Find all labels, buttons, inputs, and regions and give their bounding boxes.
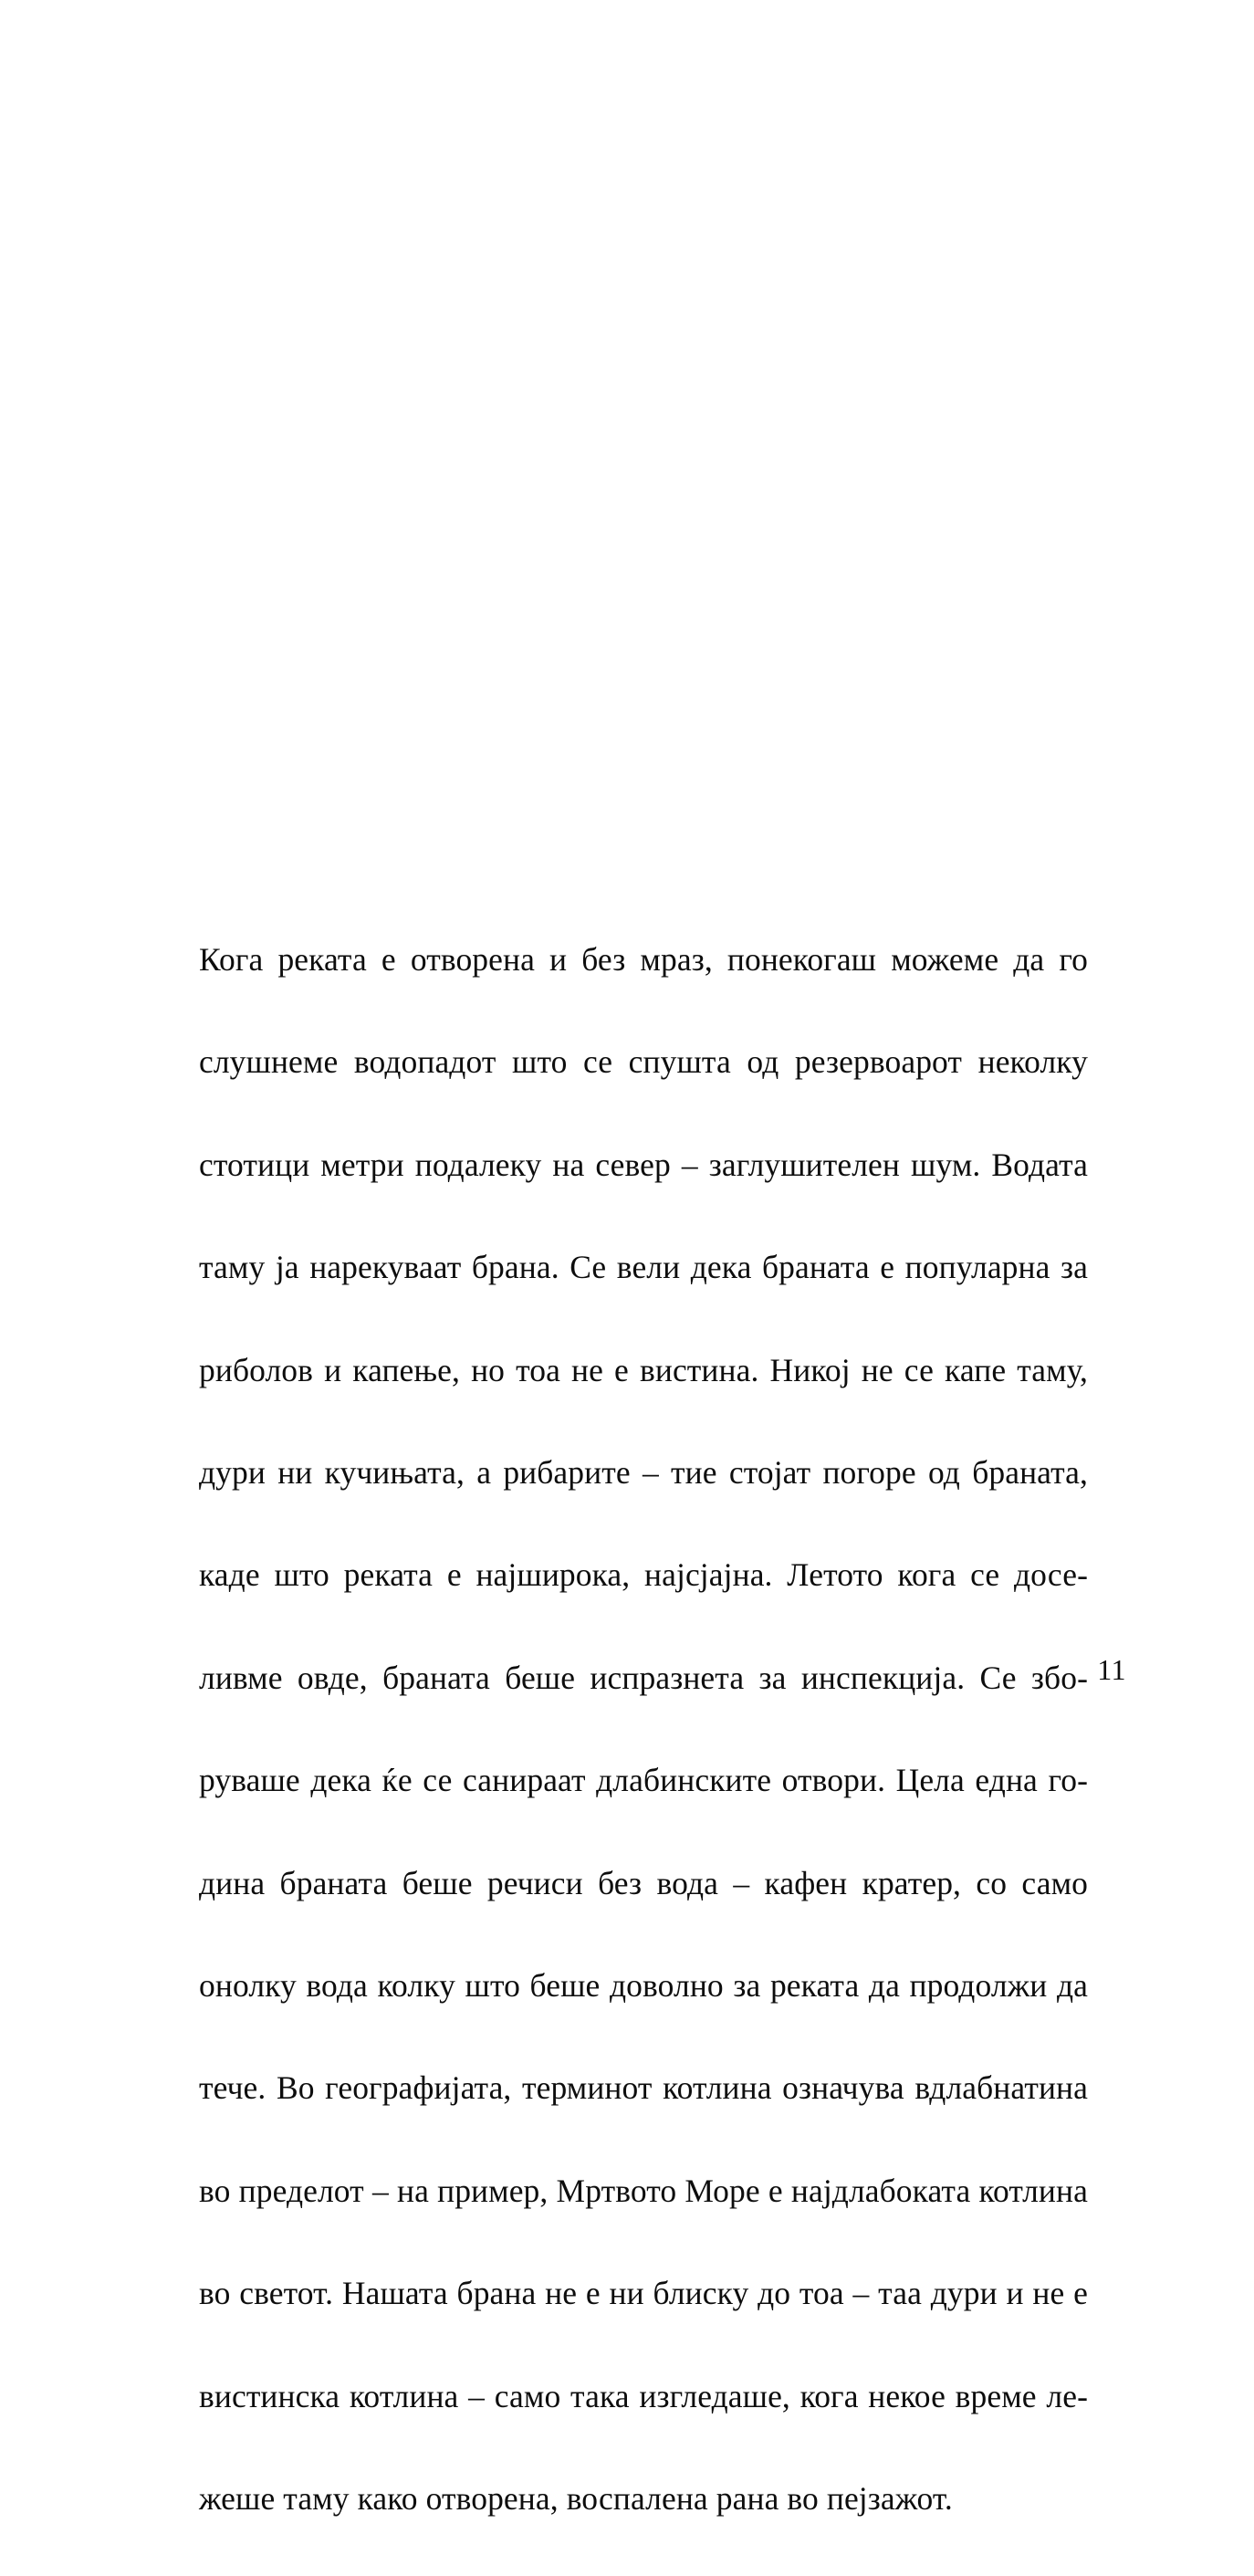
text-line: таму ја нарекуваат брана. Се вели дека браната е популарна за [199,1249,1088,1286]
text-line: Кога реката е отворена и без мраз, понекогаш можеме да го [199,941,1088,978]
text-line: жеше таму како отворена, воспалена рана во пејзажот. [199,2480,953,2518]
text-line: во пределот – на пример, Мртвото Море е најдлабоката котлина [199,2172,1088,2209]
text-line: во светот. Нашата брана не е ни блиску до тоа – таа дури и не е [199,2275,1088,2312]
paragraph [155,934,1088,2576]
text-line: ливме овде, браната беше испразнета за инспекција. Се збо- [199,1659,1088,1696]
body-text-block [155,934,1088,2576]
text-line: каде што реката е најширока, најсјајна. Летото кога се досе- [199,1556,1088,1594]
text-line: вистинска котлина – само така изгледаше, кога некое време ле- [199,2377,1088,2414]
text-line: тече. Во географијата, терминот котлина означува вдлабнатина [199,2069,1088,2107]
text-line: дури ни кучињата, а рибарите – тие стојат погоре од браната, [199,1454,1088,1492]
text-line: дина браната беше речиси без вода – кафен кратер, со само [199,1864,1088,1901]
page-top-whitespace [0,0,1254,934]
page-number: 11 [1097,1653,1126,1686]
text-line: риболов и капење, но тоа не е вистина. Никој не се капе таму, [199,1351,1088,1388]
text-line: руваше дека ќе се санираат длабинските отвори. Цела една го- [199,1762,1088,1799]
text-line: стотици метри подалеку на север – заглушителен шум. Водата [199,1146,1088,1183]
text-line: онолку вода колку што беше доволно за реката да продолжи да [199,1967,1088,2005]
text-line: слушнеме водопадот што се спушта од резервоарот неколку [199,1043,1088,1081]
